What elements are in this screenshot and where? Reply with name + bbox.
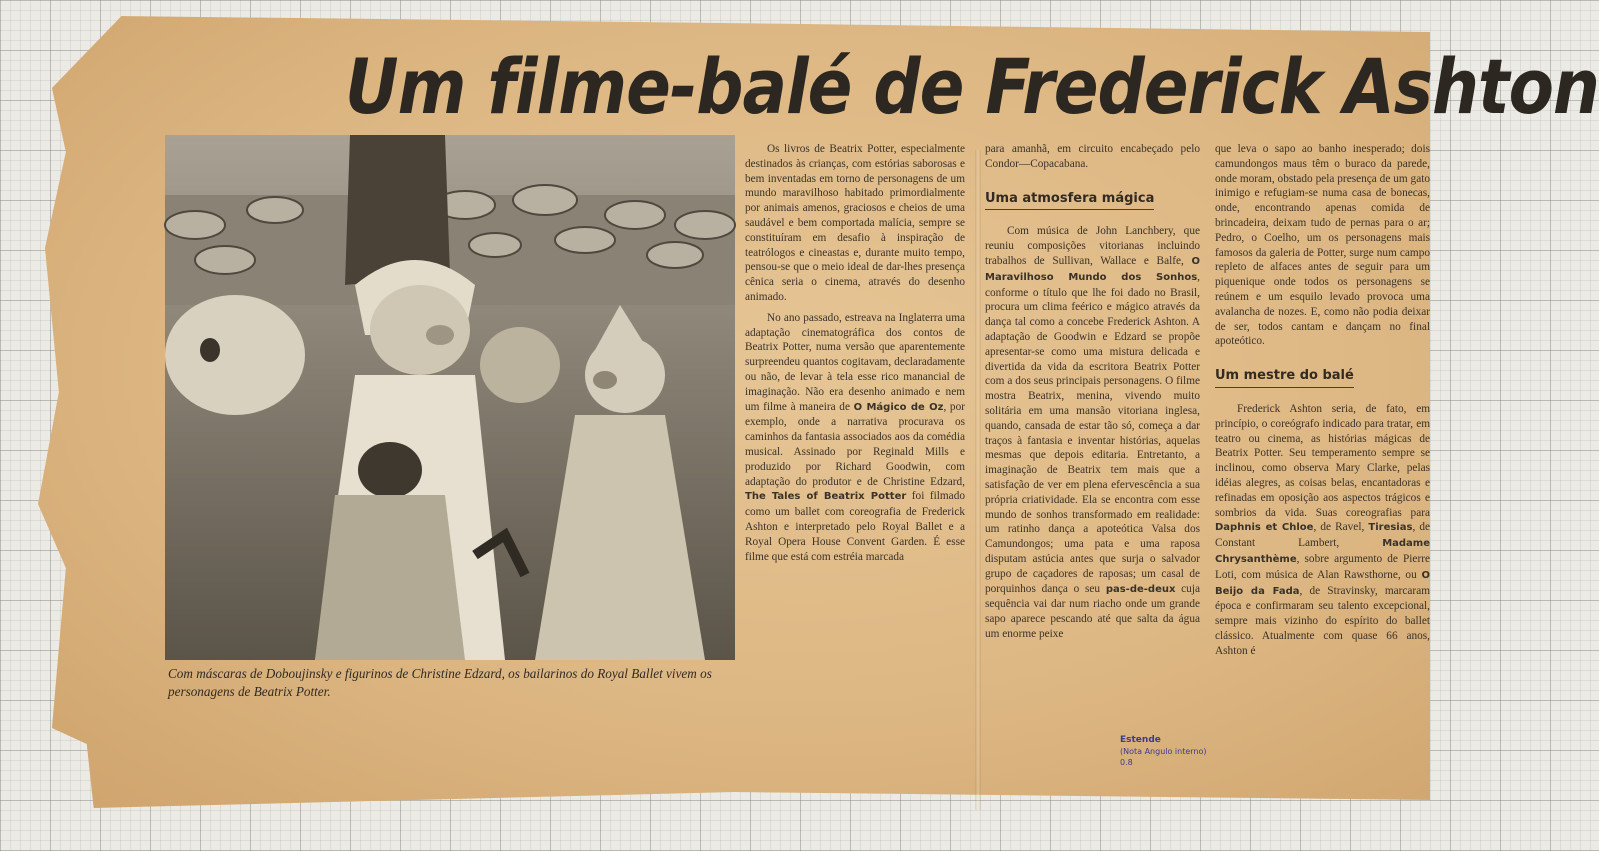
col1-text-b: , por exemplo, onde a narrativa procurava os caminhos da fantasia associados aos da comédia musical. Assinado por Reginald Mills e produzido por Richard Goodwin, com adaptação do produtor e de Christine Edzard, [745, 400, 965, 488]
col1-text-a: No ano passado, estreava na Inglaterra uma adaptação cinematográfica dos contos de Beatrix Potter, numa versão que aparentemente surpreendeu quantos cogitavam, declaradamente ou não, de levar à tela esse rico manancial de imaginação. Não era desenho animado e nem um filme à maneira de [745, 311, 965, 413]
subheading-mestre-do-bale: Um mestre do balé [1215, 369, 1354, 388]
col1-paragraph-2 [745, 311, 965, 565]
title-tales-of-beatrix-potter: The Tales of Beatrix Potter [745, 491, 907, 503]
photo-caption: Com máscaras de Doboujinsky e figurinos de Christine Edzard, os bailarinos do Royal Ballet vivem os personagens de Beatrix Potter. [168, 666, 712, 699]
title-maravilhoso-mundo: O Maravilhoso Mundo dos Sonhos [985, 255, 1200, 283]
col2-text-a: Com música de John Lanchbery, que reuniu composições vitorianas incluindo trabalhos de Sullivan, Wallace e Balfe, [985, 225, 1200, 267]
stamp-line-3: 0.8 [1120, 758, 1133, 767]
title-beijo-da-fada: O Beijo da Fada [1215, 569, 1430, 597]
col3-text-c: , de Constant Lambert, [1215, 521, 1431, 550]
col2-paragraph-1 [985, 224, 1200, 641]
col1-paragraph-1: Os livros de Beatrix Potter, especialmente destinados às crianças, com estórias saborosas e bem inventadas em torno de personagens de um mundo maravilhoso habitado primordialmente por animais amenos, graciosos e cheios de uma saudável e bem comportada malícia, sempre se constituíram em desafio à inspiração de teatrólogos e cineastas e, durante muito tempo, pensou-se que o meio ideal de dar-lhes presença cênica seria o cinema, através do desenho animado. [745, 143, 965, 303]
article-column-2 [985, 142, 1200, 722]
article-column-3 [1215, 142, 1430, 717]
stamp-line-2: (Nota Angulo interno) [1120, 747, 1207, 756]
col3-paragraph-0: que leva o sapo ao banho inesperado; dois camundongos maus têm o buraco da parede, onde moram, obstado pela presença de um gato inimigo e refugiam-se numa casa de bonecas, onde, encontrando apenas comida de brincadeira, deixam tudo de pernas para o ar; Pedro, o Coelho, um os personagens mais famosos da galeria de Potter, surge num campo repleto de alfaces antes de seguir para um piquenique onde todos os personagens se reúnem e um esquilo levado provoca uma avalancha de nozes. E, como não podia deixar de ser, todos cantam e dançam no final apoteótico. [1215, 143, 1430, 348]
page-fold [975, 150, 981, 810]
ink-stamp [1120, 735, 1207, 768]
col2-text-b: , conforme o título que lhe foi dado no Brasil, procura um clima feérico e mágico através da dança tal como a concebe Frederick Ashton. A adaptação de Goodwin e Edzard se propõe apresentar-se como uma mistura delicada e divertida da vida da escritora Beatrix Potter com a dos seus principais personagens. O filme mostra Beatrix, menina, vivendo muito solitária em uma mansão vitoriana inglesa, quando, cansada de estar tão só, começa a dar traços à fantasia e inventar histórias, aquelas mesmas que depois editaria. Entretanto, a imaginação de Beatrix tem mais que a satisfação de ver em plena efervescência a sua própria criatividade. Ela se encontra com esse mundo de sonhos transformado em realidade: um ratinho dança a apoteótica Valsa dos Camundongos; uma pata e uma raposa disputam astúcia antes que surja o salvador grupo de caçadores de raposas; um casal de porquinhos dança o seu [985, 270, 1200, 595]
subheading-atmosfera-magica: Uma atmosfera mágica [985, 192, 1154, 211]
col1-text-c: foi filmado como um ballet com coreografia de Frederick Ashton e interpretado pelo Royal Ballet e a Royal Opera House Convent Garden. É esse filme que está com estréia marcada [745, 490, 965, 563]
col3-text-e: , de Stravinsky, marcaram época e confirmaram seu talento excepcional, sempre mais vizinho do espírito do ballet clássico. Atualmente com quase 66 anos, Ashton é [1215, 584, 1430, 657]
headline: Um filme-balé de Frederick Ashton [345, 42, 1599, 132]
col3-text-b: , de Ravel, [1313, 521, 1365, 534]
title-madame-chrysantheme: Madame Chrysanthème [1215, 538, 1430, 565]
col3-text-d: , sobre argumento de Pierre Loti, com música de Alan Rawsthorne, ou [1215, 552, 1430, 581]
col2-paragraph-0: para amanhã, em circuito encabeçado pelo Condor—Copacabana. [985, 143, 1200, 170]
article-photo [165, 135, 735, 660]
stamp-line-1: Estende [1120, 735, 1161, 745]
col2-text-c: cuja sequência vai dar num riacho onde um grande sapo aparece pescando até que salta da água um enorme peixe [985, 582, 1200, 640]
title-tiresias: Tiresias [1368, 522, 1413, 534]
term-pas-de-deux: pas-de-deux [1105, 583, 1176, 595]
article-column-1 [745, 142, 965, 717]
col3-paragraph-1 [1215, 402, 1430, 659]
col3-text-a: Frederick Ashton seria, de fato, em princípio, o coreógrafo indicado para tratar, em teatro ou cinema, as histórias mágicas de Beatrix Potter. Seu temperamento sempre se inclinou, como observa Mary Clarke, pelas idéias alegres, as coisas belas, encantadoras e refinadas em oposição aos aspectos trágicos e sombrios da vida. Suas coreografias para [1215, 402, 1430, 519]
title-daphnis-et-chloe: Daphnis et Chloe [1215, 522, 1314, 534]
title-magico-de-oz: O Mágico de Oz [853, 401, 944, 413]
